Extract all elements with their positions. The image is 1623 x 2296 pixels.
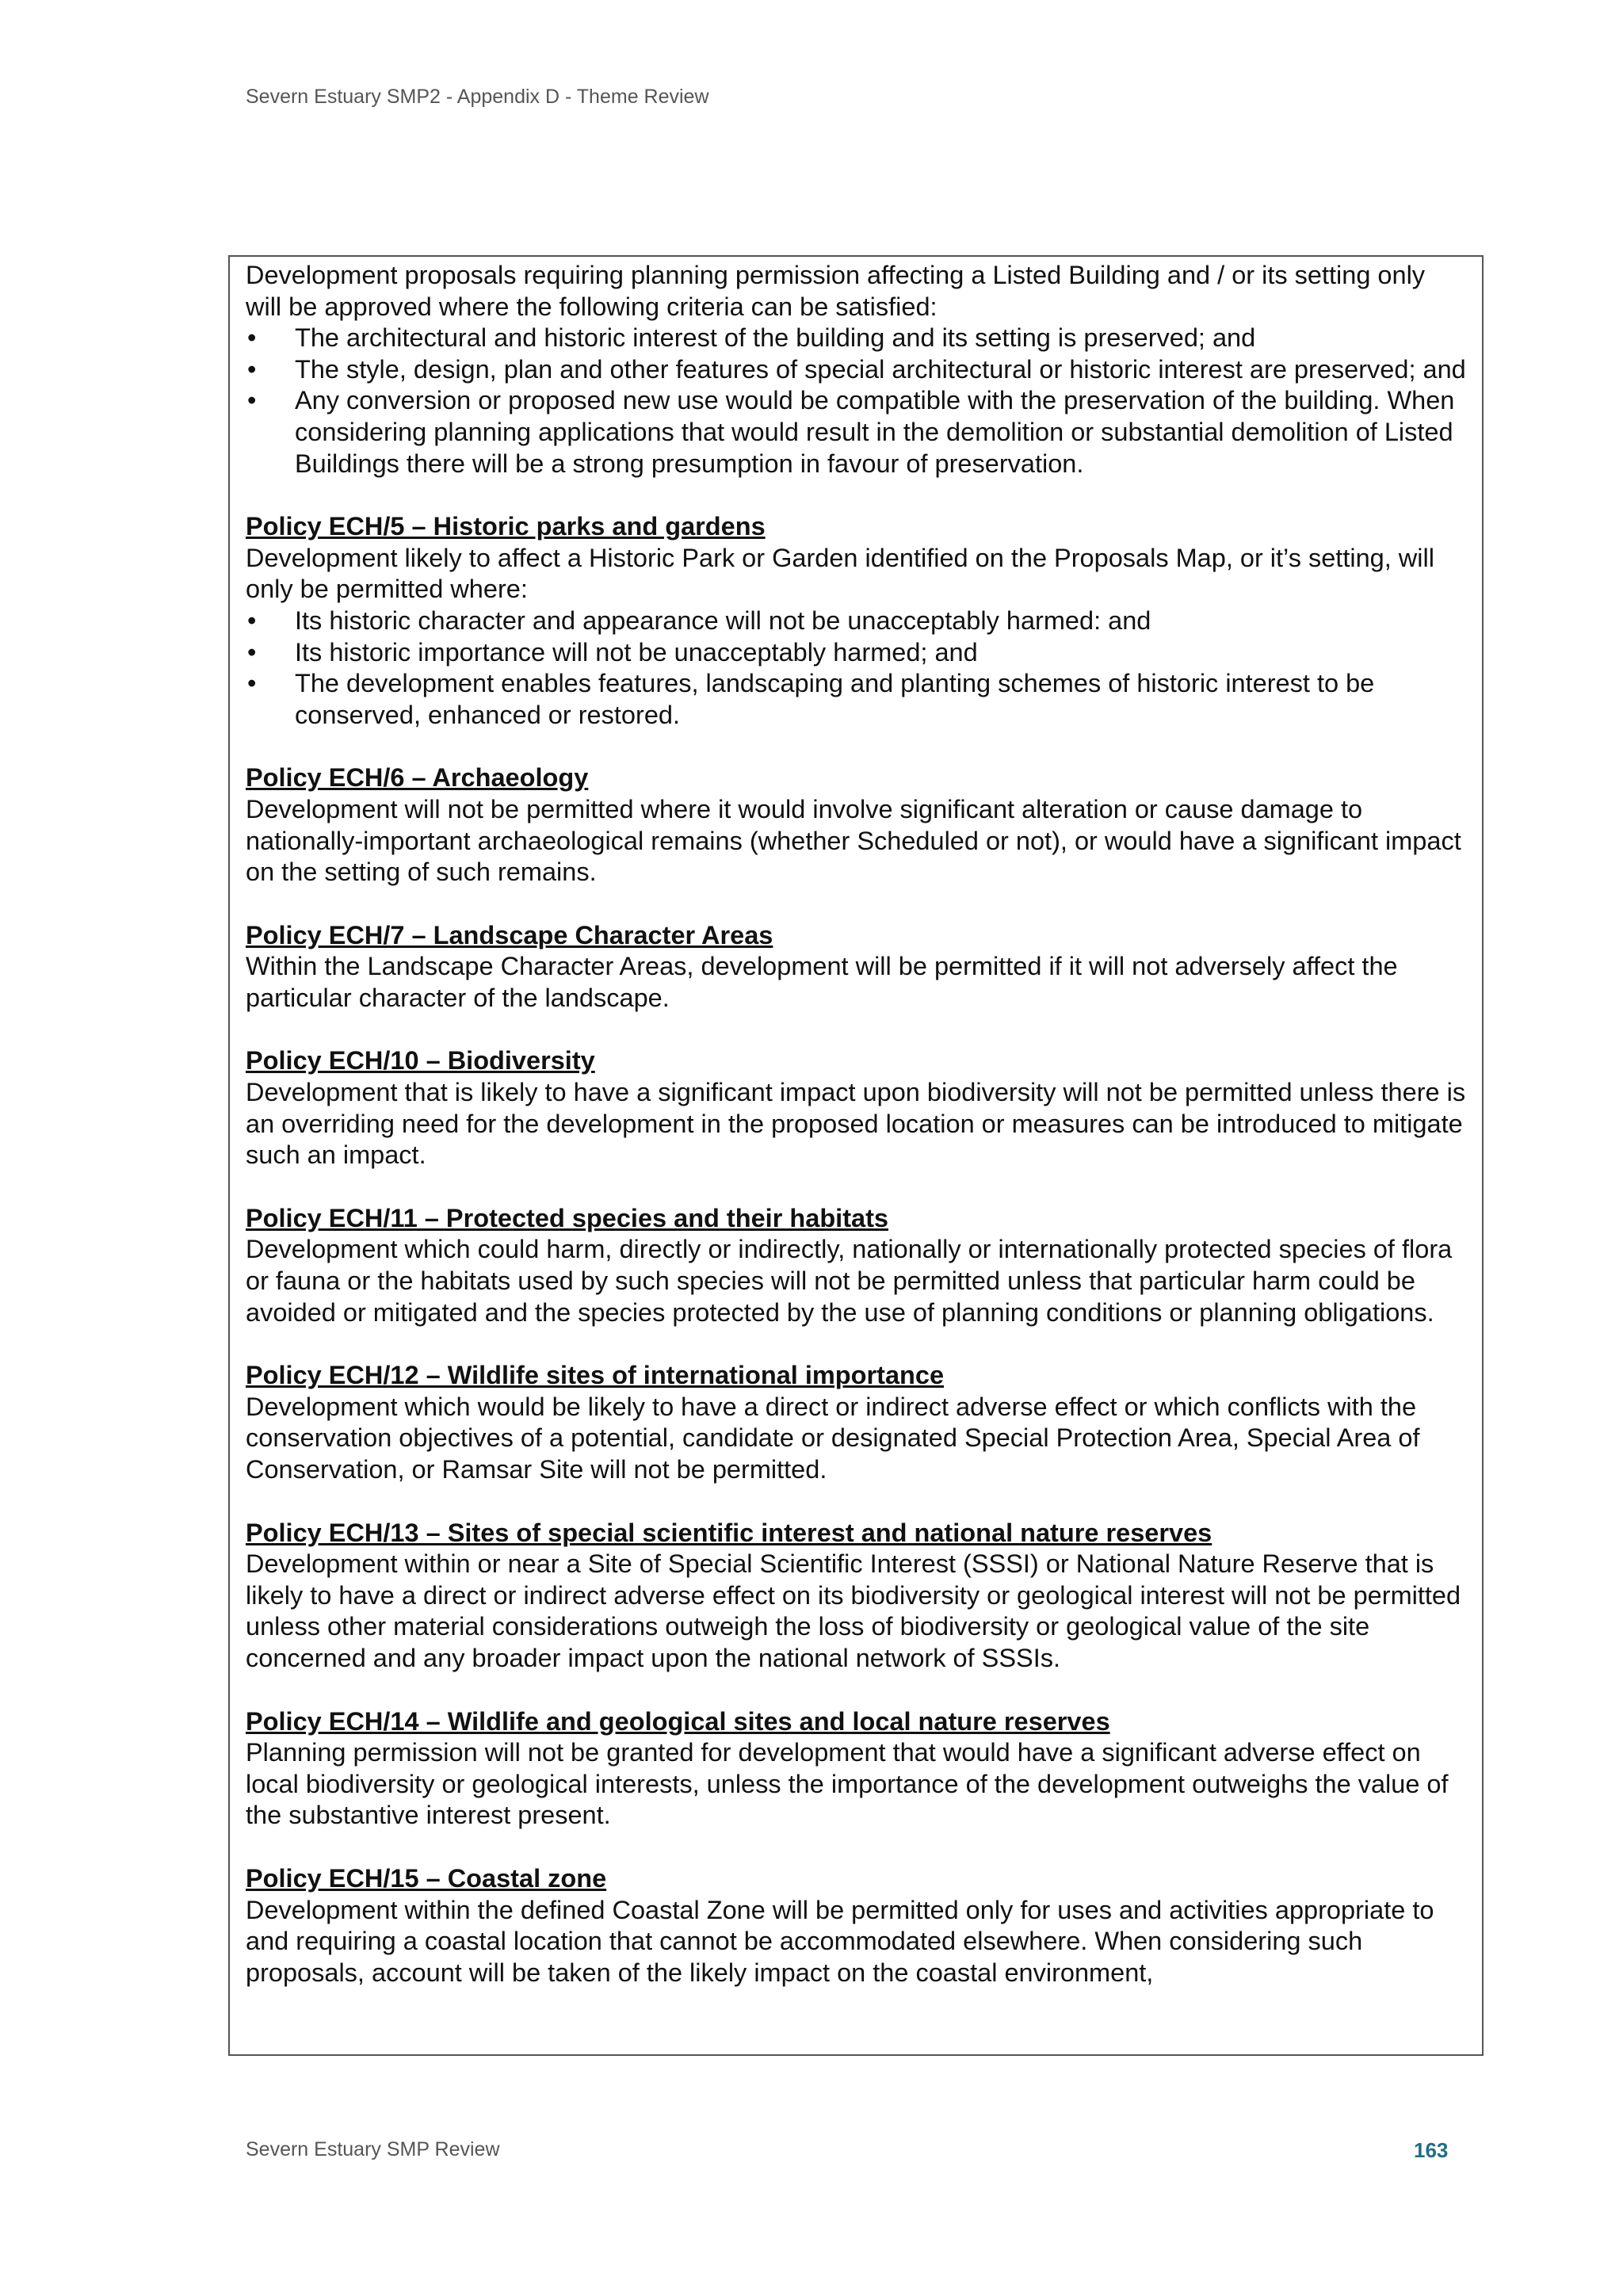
policy-ech13-section <box>246 1518 1466 1675</box>
policy-ech7-section <box>246 920 1466 1014</box>
bullet-icon: • <box>247 606 257 635</box>
running-footer: Severn Estuary SMP Review <box>246 2138 500 2160</box>
policy-text: Development within or near a Site of Special Scientific Interest (SSSI) or National Nature Reserve that is likely to have a direct or indirect adverse effect on its biodiversity or geological interest will not be permitted unless other material considerations outweigh the loss of biodiversity or geological value of the site concerned and any broader impact upon the national network of SSSIs. <box>246 1549 1461 1672</box>
bullet-icon: • <box>247 386 257 415</box>
listed-building-section <box>246 260 1466 479</box>
policy-heading: Policy ECH/5 – Historic parks and gardens <box>246 512 766 541</box>
policy-ech15-section <box>246 1863 1466 1988</box>
page-number: 163 <box>1414 2138 1449 2162</box>
policy-text: Development which could harm, directly or indirectly, nationally or internationally protected species of flora or fauna or the habitats used by such species will not be permitted unless that particular harm could be avoided or mitigated and the species protected by the use of planning conditions or planning obligations. <box>246 1235 1453 1327</box>
policy-box <box>228 255 1484 2056</box>
policy-heading: Policy ECH/13 – Sites of special scientific interest and national nature reserves <box>246 1518 1212 1547</box>
bullet-icon: • <box>247 354 257 384</box>
list-item: • Its historic importance will not be unacceptably harmed; and <box>246 637 1466 669</box>
policy-ech5-section <box>246 511 1466 731</box>
policy-ech12-section <box>246 1360 1466 1485</box>
policy-text: Development within the defined Coastal Zone will be permitted only for uses and activities appropriate to and requiring a coastal location that cannot be accommodated elsewhere. When considering such proposals, account will be taken of the likely impact on the coastal environment, <box>246 1895 1434 1987</box>
intro-text: Development proposals requiring planning permission affecting a Listed Building and / or its setting only will be approved where the following criteria can be satisfied: <box>246 261 1426 321</box>
policy-text: Within the Landscape Character Areas, development will be permitted if it will not adversely affect the particular character of the landscape. <box>246 952 1398 1012</box>
policy-heading: Policy ECH/7 – Landscape Character Areas <box>246 920 773 949</box>
list-item: • The development enables features, landscaping and planting schemes of historic interest to be conserved, enhanced or restored. <box>247 669 1375 729</box>
list-item: • The style, design, plan and other features of special architectural or historic interest are preserved; and <box>246 354 1466 386</box>
policy-text: Development likely to affect a Historic Park or Garden identified on the Proposals Map, or it’s setting, will only be permitted where: <box>246 543 1434 604</box>
list-item: • Its historic character and appearance will not be unacceptably harmed: and <box>246 606 1466 637</box>
policy-heading: Policy ECH/14 – Wildlife and geological sites and local nature reserves <box>246 1706 1110 1736</box>
policy-heading: Policy ECH/10 – Biodiversity <box>246 1046 595 1075</box>
policy-text: Development which would be likely to have a direct or indirect adverse effect or which conflicts with the conservation objectives of a potential, candidate or designated Special Protection Area, Special Area of Conservation, or Ramsar Site will not be permitted. <box>246 1392 1420 1484</box>
policy-heading: Policy ECH/12 – Wildlife sites of international importance <box>246 1361 945 1390</box>
policy-heading: Policy ECH/6 – Archaeology <box>246 763 589 793</box>
policy-ech14-section <box>246 1706 1466 1832</box>
bullet-icon: • <box>247 323 257 353</box>
running-header: Severn Estuary SMP2 - Appendix D - Theme Review <box>246 86 709 108</box>
policy-ech6-section <box>246 762 1466 888</box>
bullet-icon: • <box>247 669 257 698</box>
policy-text: Development that is likely to have a significant impact upon biodiversity will not be permitted unless there is an overriding need for the development in the proposed location or measures can be introduced to mitigate such an impact. <box>246 1078 1466 1170</box>
intro-bullet-list <box>246 323 1466 479</box>
policy-bullet-list <box>246 606 1466 731</box>
policy-text: Development will not be permitted where it would involve significant alteration or cause damage to nationally-important archaeological remains (whether Scheduled or not), or would have a significant impact on the setting of such remains. <box>246 794 1461 887</box>
policy-text: Planning permission will not be granted for development that would have a significant adverse effect on local biodiversity or geological interests, unless the importance of the development outweighs the value of the substantive interest present. <box>246 1738 1449 1830</box>
policy-ech10-section <box>246 1045 1466 1171</box>
list-item: • The architectural and historic interest of the building and its setting is preserved; and <box>246 323 1466 354</box>
policy-ech11-section <box>246 1203 1466 1328</box>
bullet-icon: • <box>247 637 257 667</box>
policy-heading: Policy ECH/15 – Coastal zone <box>246 1863 607 1893</box>
policy-heading: Policy ECH/11 – Protected species and their habitats <box>246 1203 888 1232</box>
list-item: • Any conversion or proposed new use would be compatible with the preservation of the building. When considering planning applications that would result in the demolition or substantial demolition of Listed Buildings there will be a strong presumption in favour of preservation. <box>247 386 1455 478</box>
